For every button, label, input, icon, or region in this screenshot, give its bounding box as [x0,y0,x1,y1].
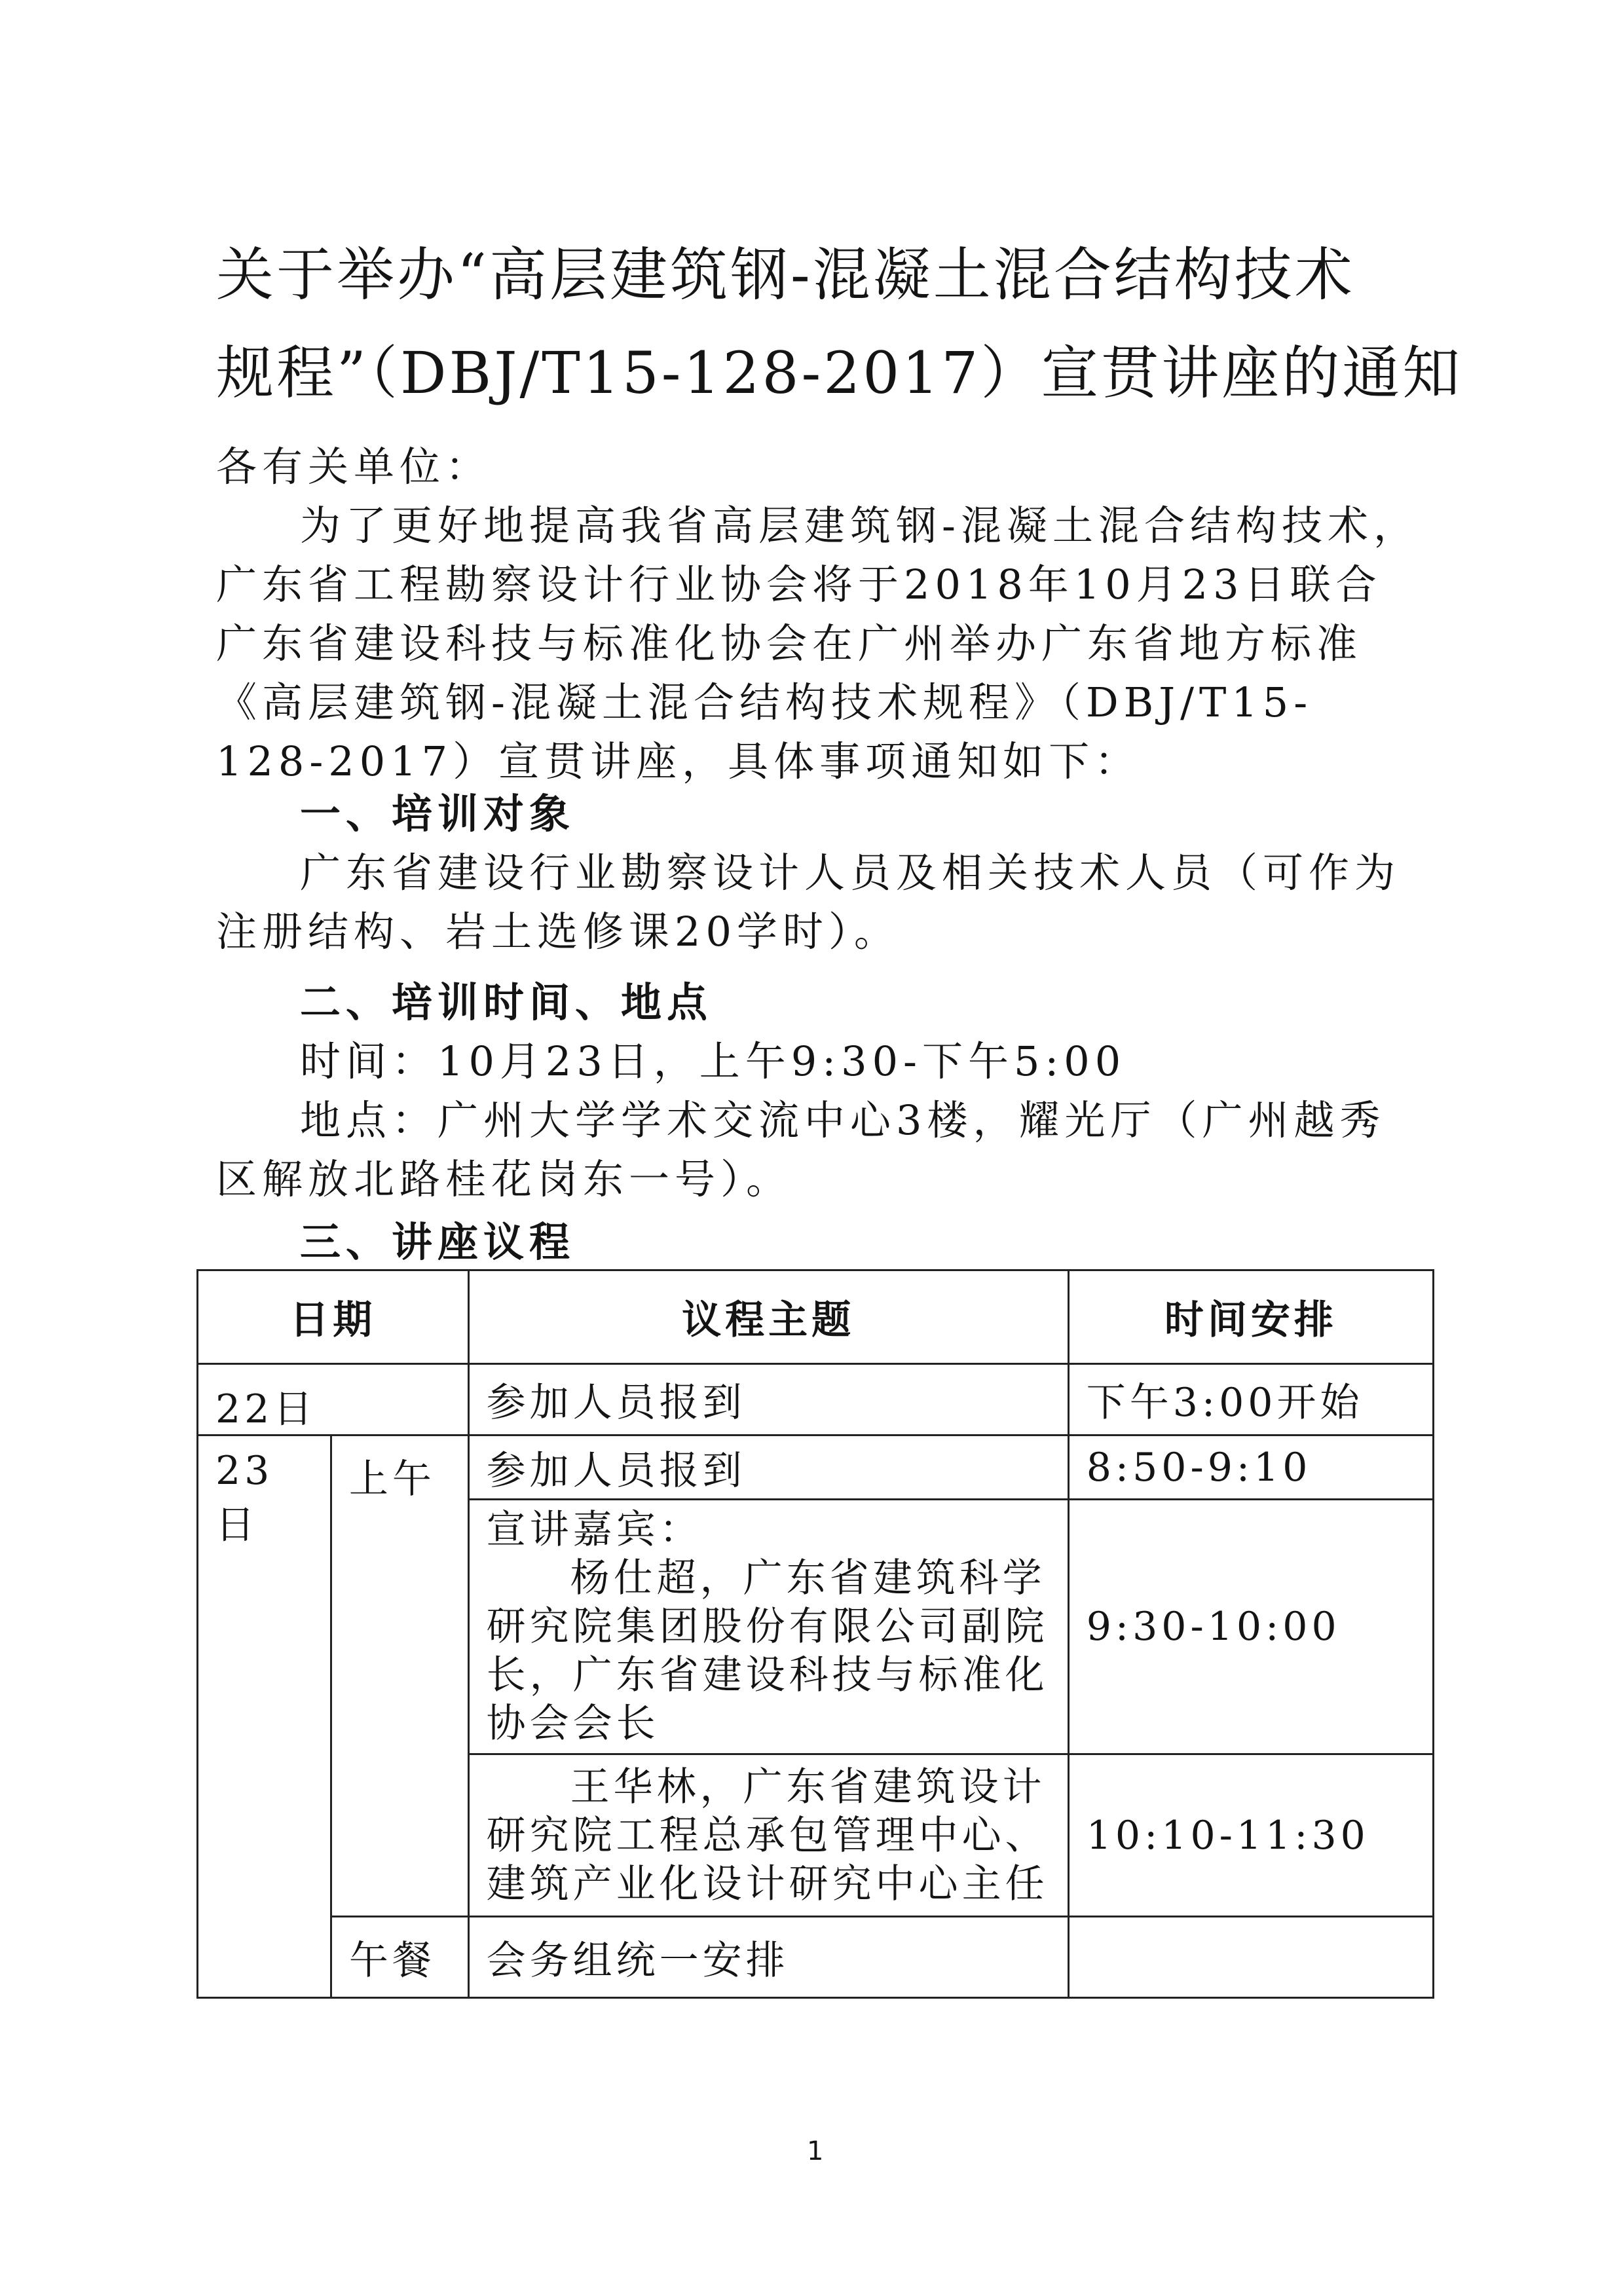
cell-topic-22: 参加人员报到 [468,1364,1068,1435]
speaker-1-line-1: 杨仕超，广东省建筑科学 [570,1555,1046,1601]
cell-time-22: 下午3:00开始 [1068,1364,1433,1435]
section-1-text: 广东省建设行业勘察设计人员及相关技术人员（可作为注册结构、岩土选修课20学时）。 [216,849,1401,955]
speaker-2-line-3: 建筑产业化设计研究中心主任 [486,1861,1049,1907]
cell-topic-lunch: 会务组统一安排 [468,1917,1068,1998]
speaker-2-line-1: 王华林，广东省建筑设计 [570,1764,1046,1810]
table-row [198,1435,1434,1500]
salutation: 各有关单位： [216,443,492,491]
section-2-time: 时间：10月23日，上午9:30-下午5:00 [300,1037,1126,1085]
cell-topic-23: 参加人员报到 [468,1435,1068,1500]
table-row [198,1917,1434,1998]
agenda-header-row [198,1270,1434,1364]
speaker-1-line-4: 协会会长 [486,1701,660,1747]
cell-date-22: 22日 [198,1364,469,1435]
header-time: 时间安排 [1068,1270,1433,1364]
title-line-1: 关于举办“高层建筑钢-混凝土混合结构技术 [216,241,1355,308]
document-title [216,226,1463,422]
cell-date-23: 23日 [198,1435,331,1998]
table-row [198,1364,1434,1435]
speakers-label: 宣讲嘉宾： [486,1507,703,1553]
header-date: 日期 [198,1270,469,1364]
speaker-1-line-3: 长，广东省建设科技与标准化 [486,1652,1049,1698]
agenda-table [196,1269,1434,1999]
cell-time-lunch [1068,1917,1433,1998]
section-1-heading: 一、培训对象 [300,790,576,838]
speaker-2-line-2: 研究院工程总承包管理中心、 [486,1812,1049,1859]
cell-time-speaker-1: 9:30-10:00 [1068,1500,1433,1754]
title-line-2: 规程”（DBJ/T15-128-2017）宣贯讲座的通知 [216,339,1463,407]
cell-speaker-1 [468,1500,1068,1754]
section-2-heading: 二、培训时间、地点 [300,978,713,1026]
cell-period-am: 上午 [331,1435,468,1917]
cell-time-23: 8:50-9:10 [1068,1435,1433,1500]
cell-period-lunch: 午餐 [331,1917,468,1998]
intro-paragraph: 为了更好地提高我省高层建筑钢-混凝土混合结构技术，广东省工程勘察设计行业协会将于2018年10月23日联合广东省建设科技与标准化协会在广州举办广东省地方标准《高层建筑钢-混凝土混合结构技术规程》（DBJ/T15-128-2017）宣贯讲座，具体事项通知如下： [216,502,1419,785]
section-3-heading: 三、讲座议程 [300,1218,576,1266]
page-number: 1 [807,2136,824,2166]
header-topic: 议程主题 [468,1270,1068,1364]
speaker-1-line-2: 研究院集团股份有限公司副院 [486,1604,1049,1650]
cell-speaker-2 [468,1754,1068,1917]
section-2-place: 地点：广州大学学术交流中心3楼，耀光厅（广州越秀区解放北路桂花岗东一号）。 [216,1096,1386,1203]
cell-time-speaker-2: 10:10-11:30 [1068,1754,1433,1917]
